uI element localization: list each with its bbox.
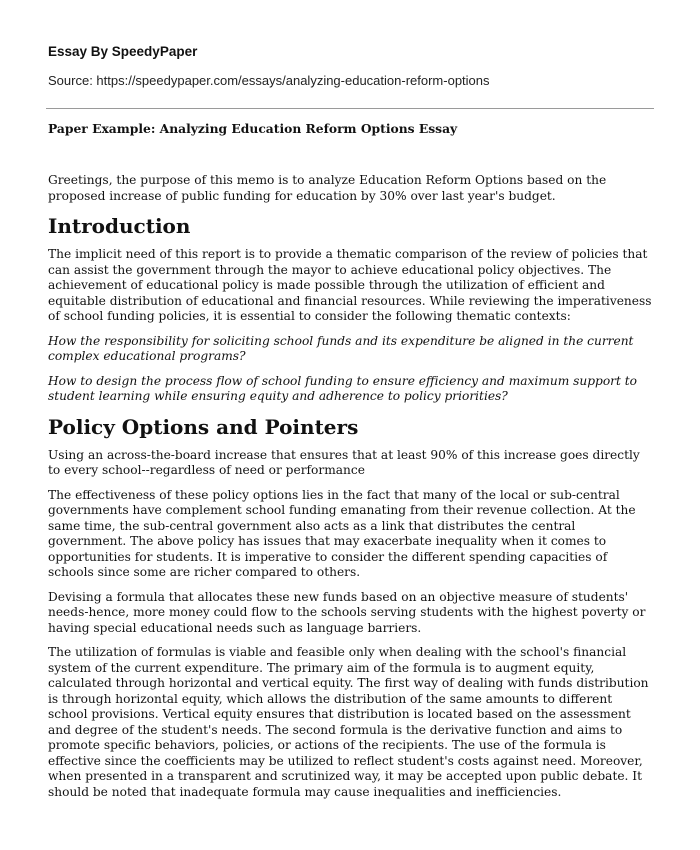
essay-body [48, 173, 654, 809]
section-heading-introduction: Introduction [48, 214, 191, 238]
policy-paragraph-1: Using an across-the-board increase that ensures that at least 90% of this increase goes directly to every school--regardless of need or performance [48, 447, 640, 477]
question-2: How to design the process flow of school funding to ensure efficiency and maximum support to student learning while ensuring equity and adherence to policy priorities? [48, 373, 637, 403]
header-divider [46, 108, 654, 109]
document-header-title: Essay By SpeedyPaper [48, 44, 198, 59]
intro-paragraph: Greetings, the purpose of this memo is to analyze Education Reform Options based on the proposed increase of public funding for education by 30% over last year's budget. [48, 173, 607, 203]
section-heading-policy: Policy Options and Pointers [48, 414, 359, 439]
policy-paragraph-4: The utilization of formulas is viable and feasible only when dealing with the school's financial system of the current expenditure. The primary aim of the formula is to augment equity, calculated through horizontal and vertical equity. The first way of dealing with funds distribution is through horizontal equity, which allows the distribution of the same amounts to different school provisions. Vertical equity ensures that distribution is located based on the assessment and degree of the student's needs. The second formula is the derivative function and aims to promote specific behaviors, policies, or actions of the recipients. The use of the formula is effective since the coefficients may be utilized to reflect student's costs against need. Moreover, when presented in a transparent and scrutinized way, it may be accepted upon public debate. It should be noted that inadequate formula may cause inequalities and inefficiencies. [48, 645, 649, 799]
source-line: Source: https://speedypaper.com/essays/analyzing-education-reform-options [48, 73, 490, 88]
introduction-paragraph: The implicit need of this report is to provide a thematic comparison of the review of policies that can assist the government through the mayor to achieve educational policy objectives. The achievement of educational policy is made possible through the utilization of efficient and equitable distribution of educational and financial resources. While reviewing the imperativeness of school funding policies, it is essential to consider the following thematic contexts: [48, 247, 652, 323]
question-1: How the responsibility for soliciting school funds and its expenditure be aligned in the current complex educational programs? [48, 333, 634, 363]
policy-paragraph-2: The effectiveness of these policy options lies in the fact that many of the local or sub-central governments have complement school funding emanating from their revenue collection. At the same time, the sub-central government also acts as a link that distributes the central government. The above policy has issues that may exacerbate inequality when it comes to opportunities for students. It is imperative to consider the different spending capacities of schools since some are richer compared to others. [48, 487, 636, 579]
policy-paragraph-3: Devising a formula that allocates these new funds based on an objective measure of students' needs-hence, more money could flow to the schools serving students with the highest poverty or having special educational needs such as language barriers. [48, 589, 646, 635]
paper-title: Paper Example: Analyzing Education Reform Options Essay [48, 121, 458, 136]
